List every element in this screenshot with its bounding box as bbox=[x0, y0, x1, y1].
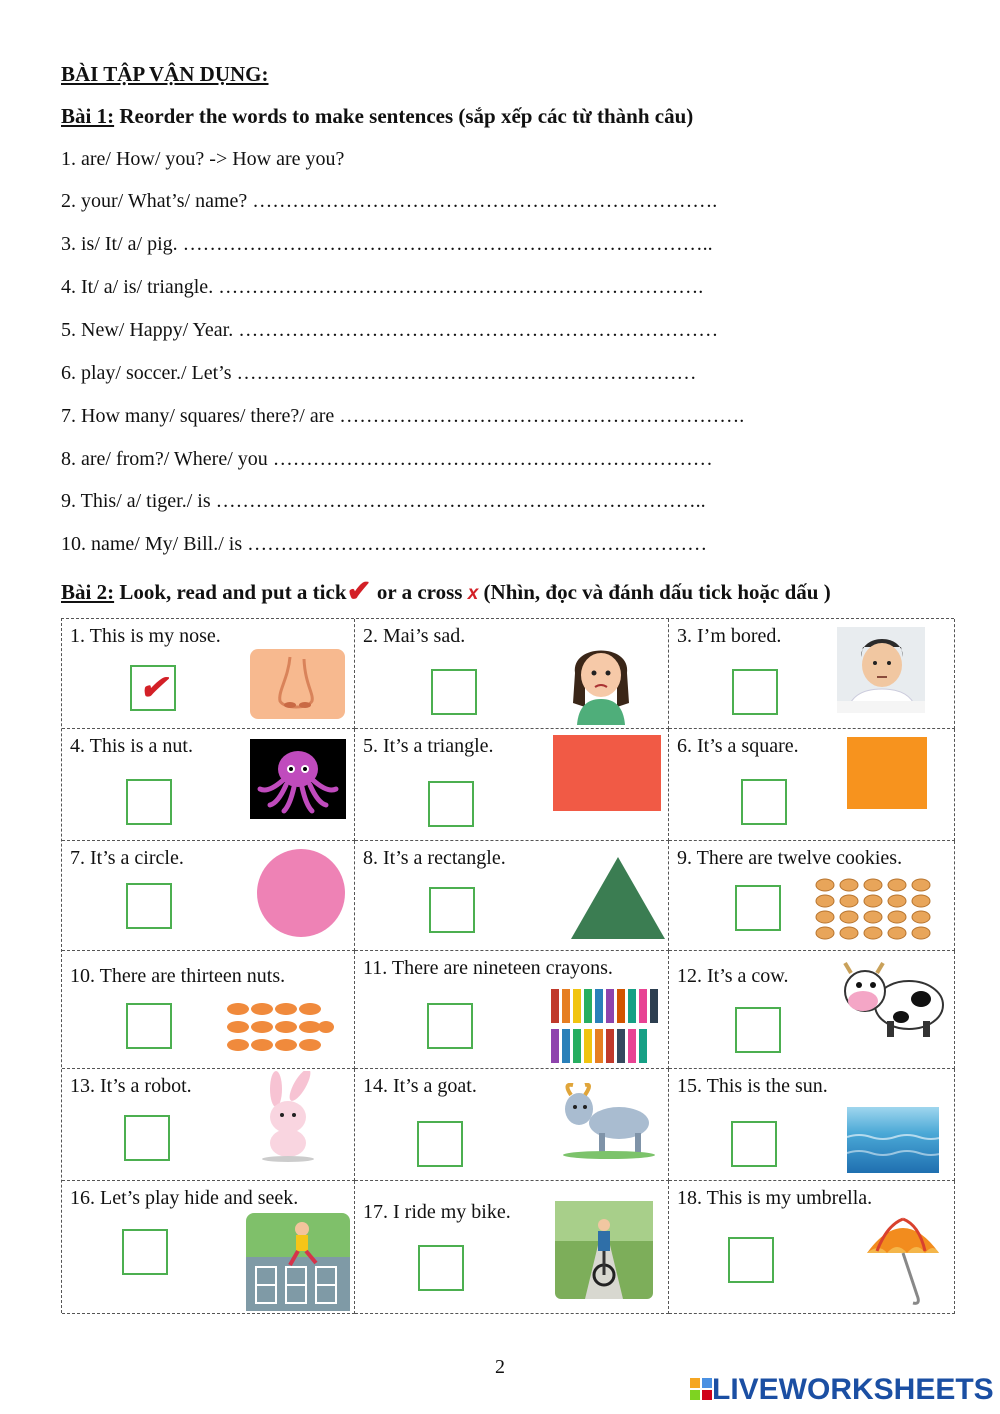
answer-mark: ✔ bbox=[138, 670, 168, 707]
item-text: 17. I ride my bike. bbox=[363, 1201, 511, 1223]
red-rectangle-icon bbox=[553, 735, 661, 811]
goat-icon bbox=[557, 1083, 659, 1159]
answer-box[interactable] bbox=[122, 1229, 168, 1275]
page-heading: BÀI TẬP VẬN DỤNG: bbox=[61, 62, 269, 86]
item-text: 16. Let’s play hide and seek. bbox=[70, 1187, 299, 1209]
octopus-icon bbox=[250, 739, 346, 819]
umbrella-icon bbox=[863, 1213, 943, 1307]
table-cell bbox=[355, 729, 669, 841]
answer-box[interactable] bbox=[126, 883, 172, 929]
item-text: 18. This is my umbrella. bbox=[677, 1187, 873, 1209]
sentence-line[interactable]: 7. How many/ squares/ there?/ are ……………………………………………………. bbox=[61, 405, 745, 427]
table-cell bbox=[669, 729, 955, 841]
sentence-line[interactable]: 8. are/ from?/ Where/ you ………………………………………………………… bbox=[61, 448, 713, 470]
liveworksheets-logo bbox=[690, 1374, 994, 1406]
item-text: 9. There are twelve cookies. bbox=[677, 847, 903, 869]
item-text: 10. There are thirteen nuts. bbox=[70, 965, 286, 987]
sea-icon bbox=[847, 1107, 939, 1173]
answer-box[interactable] bbox=[130, 665, 176, 711]
sentence-line[interactable]: 3. is/ It/ a/ pig. …………………………………………………………………….. bbox=[61, 233, 713, 255]
liveworksheets-logo-icon bbox=[690, 1378, 712, 1402]
answer-box[interactable] bbox=[418, 1245, 464, 1291]
table-cell bbox=[62, 841, 355, 951]
answer-box[interactable] bbox=[731, 1121, 777, 1167]
exercise-2-instruction-a: Look, read and put a tick bbox=[114, 580, 347, 604]
table-cell bbox=[62, 951, 355, 1069]
item-text: 15. This is the sun. bbox=[677, 1075, 828, 1097]
rabbit-icon bbox=[254, 1071, 324, 1163]
answer-box[interactable] bbox=[126, 1003, 172, 1049]
sentence-line[interactable]: 2. your/ What’s/ name? ……………………………………………………………. bbox=[61, 190, 718, 212]
table-cell bbox=[669, 1181, 955, 1314]
nuts-icon bbox=[226, 1001, 336, 1053]
tick-cross-table bbox=[61, 618, 954, 1313]
item-text: 3. I’m bored. bbox=[677, 625, 782, 647]
table-cell bbox=[355, 1069, 669, 1181]
table-cell bbox=[669, 841, 955, 951]
table-cell bbox=[669, 619, 955, 729]
table-cell bbox=[355, 951, 669, 1069]
sentence-line[interactable]: 9. This/ a/ tiger./ is ……………………………………………………………….. bbox=[61, 490, 706, 512]
item-text: 13. It’s a robot. bbox=[70, 1075, 192, 1097]
liveworksheets-brand-text: LIVEWORKSHEETS bbox=[712, 1373, 994, 1406]
exercise-1-instruction: Reorder the words to make sentences (sắp xếp các từ thành câu) bbox=[114, 104, 694, 128]
cookies-icon bbox=[815, 877, 935, 941]
sentence-line[interactable]: 10. name/ My/ Bill./ is …………………………………………………………… bbox=[61, 533, 708, 555]
exercise-2-title bbox=[61, 574, 831, 609]
exercise-1-label: Bài 1: bbox=[61, 104, 115, 128]
item-text: 7. It’s a circle. bbox=[70, 847, 184, 869]
table-cell bbox=[355, 1181, 669, 1314]
answer-box[interactable] bbox=[427, 1003, 473, 1049]
sentence-line[interactable]: 6. play/ soccer./ Let’s …………………………………………………………… bbox=[61, 362, 697, 384]
cow-icon bbox=[841, 961, 947, 1041]
exercise-2-instruction-b: or a cross bbox=[371, 580, 468, 604]
tick-symbol-icon: ✔ bbox=[346, 575, 372, 608]
answer-box[interactable] bbox=[429, 887, 475, 933]
answer-box[interactable] bbox=[428, 781, 474, 827]
nose-icon bbox=[250, 649, 345, 719]
page-number: 2 bbox=[495, 1356, 505, 1378]
exercise-2-instruction-c: (Nhìn, đọc và đánh dấu tick hoặc dấu ) bbox=[478, 580, 831, 604]
table-cell bbox=[62, 1181, 355, 1314]
orange-square-icon bbox=[847, 737, 927, 809]
crayons-icon bbox=[549, 985, 661, 1067]
sentence-line[interactable]: 1. are/ How/ you? -> How are you? bbox=[61, 148, 345, 170]
answer-box[interactable] bbox=[431, 669, 477, 715]
cross-symbol-icon: x bbox=[467, 583, 479, 604]
hopscotch-icon bbox=[246, 1213, 350, 1311]
item-text: 12. It’s a cow. bbox=[677, 965, 789, 987]
answer-box[interactable] bbox=[417, 1121, 463, 1167]
table-cell bbox=[669, 1069, 955, 1181]
table-cell bbox=[62, 729, 355, 841]
answer-box[interactable] bbox=[126, 779, 172, 825]
item-text: 8. It’s a rectangle. bbox=[363, 847, 506, 869]
answer-box[interactable] bbox=[735, 885, 781, 931]
pink-circle-icon bbox=[255, 847, 347, 939]
girl-icon bbox=[565, 633, 637, 725]
bored-boy-icon bbox=[837, 627, 925, 713]
table-cell bbox=[355, 619, 669, 729]
item-text: 14. It’s a goat. bbox=[363, 1075, 477, 1097]
green-triangle-icon bbox=[569, 855, 667, 941]
item-text: 2. Mai’s sad. bbox=[363, 625, 466, 647]
exercise-1-title bbox=[61, 104, 693, 129]
item-text: 1. This is my nose. bbox=[70, 625, 221, 647]
item-text: 4. This is a nut. bbox=[70, 735, 193, 757]
exercise-2-label: Bài 2: bbox=[61, 580, 115, 604]
sentence-line[interactable]: 5. New/ Happy/ Year. ……………………………………………………………… bbox=[61, 319, 719, 341]
answer-box[interactable] bbox=[124, 1115, 170, 1161]
item-text: 11. There are nineteen crayons. bbox=[363, 957, 613, 979]
item-text: 5. It’s a triangle. bbox=[363, 735, 494, 757]
answer-box[interactable] bbox=[732, 669, 778, 715]
sentence-line[interactable]: 4. It/ a/ is/ triangle. ………………………………………………………………. bbox=[61, 276, 704, 298]
table-cell bbox=[669, 951, 955, 1069]
answer-box[interactable] bbox=[741, 779, 787, 825]
bike-icon bbox=[555, 1201, 653, 1299]
item-text: 6. It’s a square. bbox=[677, 735, 799, 757]
answer-box[interactable] bbox=[735, 1007, 781, 1053]
table-cell bbox=[355, 841, 669, 951]
table-cell bbox=[62, 1069, 355, 1181]
answer-box[interactable] bbox=[728, 1237, 774, 1283]
table-cell bbox=[62, 619, 355, 729]
